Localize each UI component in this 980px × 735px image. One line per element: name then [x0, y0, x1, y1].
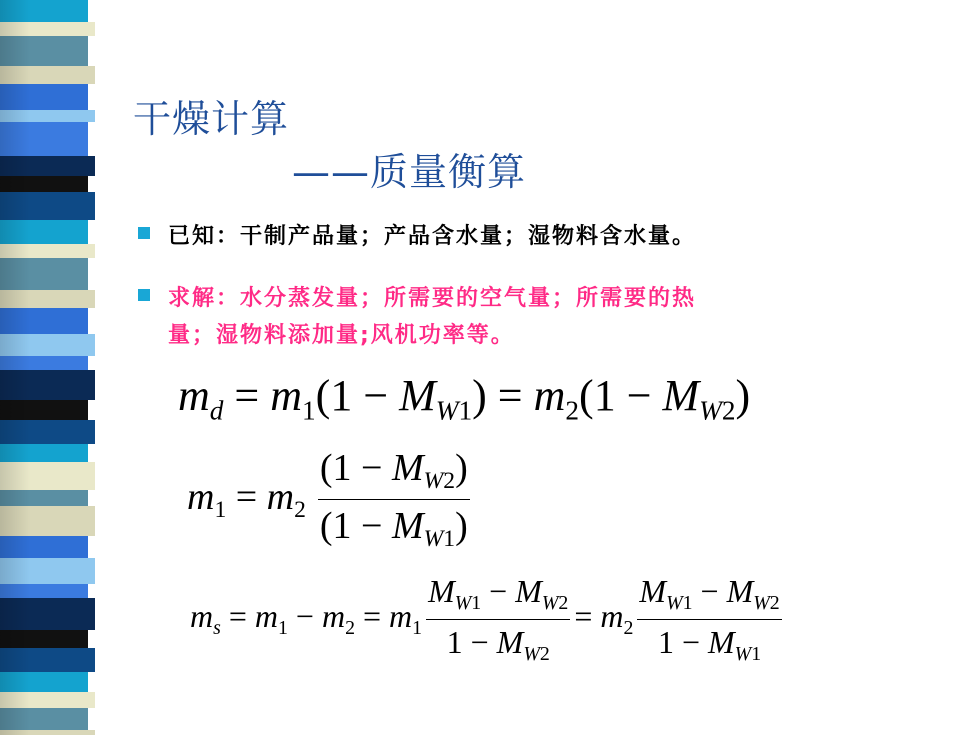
- slide-subtitle: ——质量衡算: [292, 150, 527, 194]
- solve-bullet-text-line2: 量；湿物料添加量;风机功率等。: [168, 323, 515, 348]
- solve-bullet-text-line1: 求解：水分蒸发量；所需要的空气量；所需要的热: [168, 286, 697, 311]
- bullet-marker: [138, 289, 150, 301]
- equation-m1: $m_1 = m_2$ $\frac{(1 - M_{W2})}{(1 - M_{W1})}$: [187, 447, 468, 553]
- known-bullet-text: 已知：干制产品量；产品含水量；湿物料含水量。: [168, 224, 697, 249]
- slide-title: 干燥计算: [133, 97, 290, 141]
- equation-mass-balance: $m_d = m_1(1 - M_{W1}) = m_2(1 - M_{W2})$: [178, 371, 751, 426]
- decorative-side-stripe: [0, 0, 110, 735]
- equation-ms: $m_s = m_1 - m_2 = m_1$ $\frac{M_{W1} - M_{W2}}{1 - M_{W2}}$ = $m_2$ $\frac{M_{W1} - M_{W2}}{1 - M_{W1}}$: [190, 573, 780, 665]
- bullet-marker: [138, 227, 150, 239]
